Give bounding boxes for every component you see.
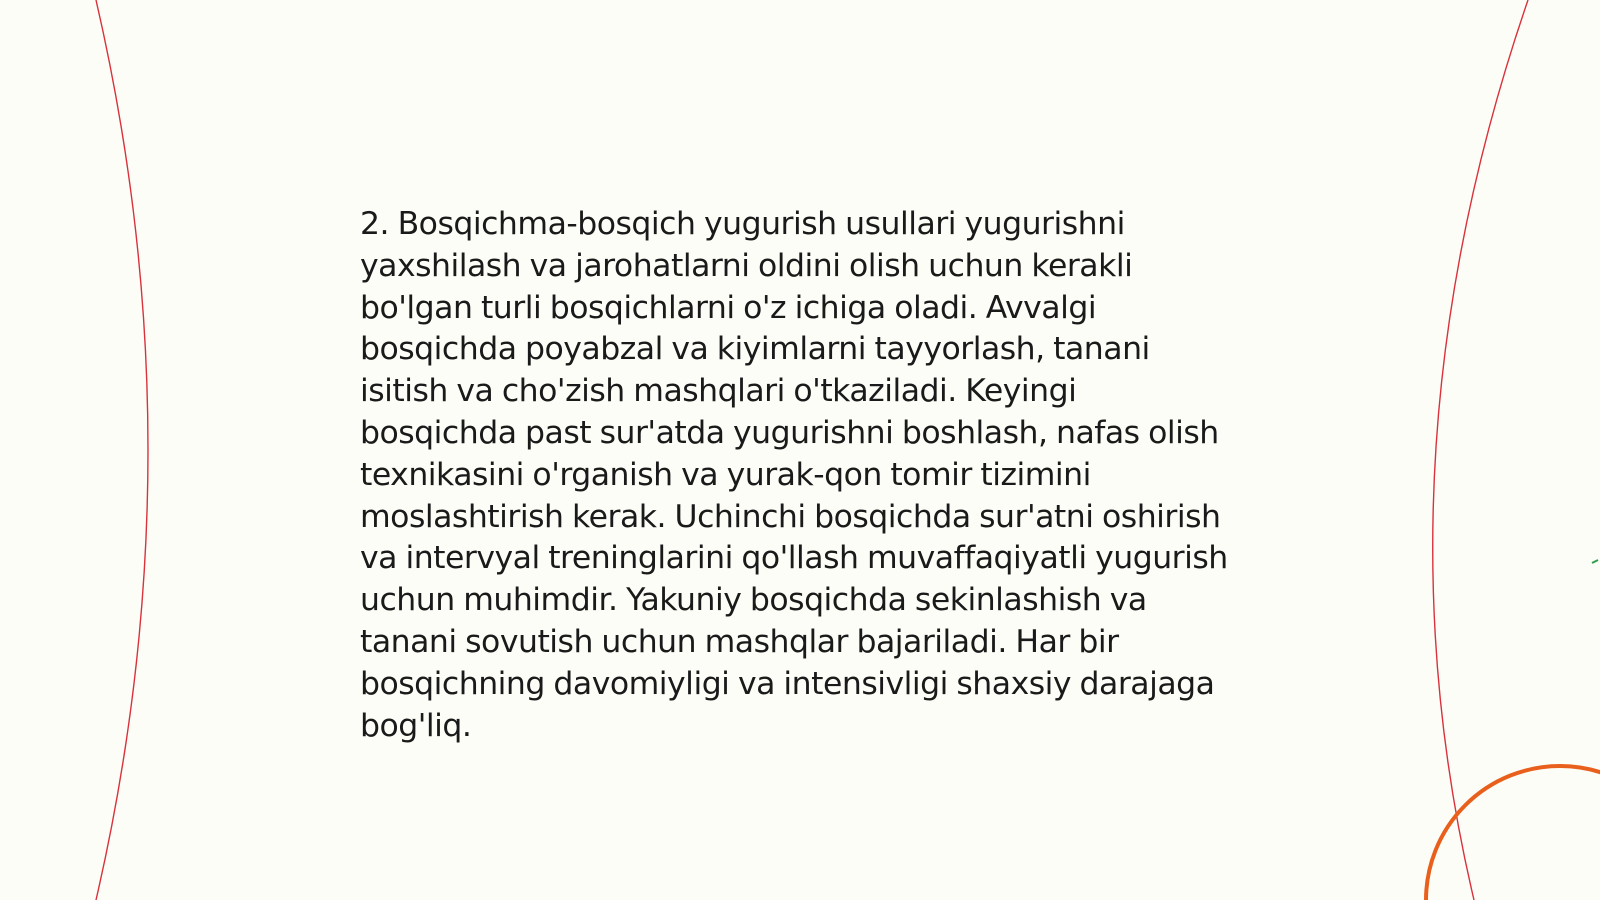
body-paragraph: 2. Bosqichma-bosqich yugurish usullari yugurishni yaxshilash va jarohatlarni oldini olish uchun kerakli bo'lgan turli bosqichlarni o'z ichiga oladi. Avvalgi bosqichda poyabzal va kiyimlarni tayyorlash, tanani isitish va cho'zish mashqlari o'tkaziladi. Keyingi bosqichda past sur'atda yugurishni boshlash, nafas olish texnikasini o'rganish va yurak-qon tomir tizimini moslashtirish kerak. Uchinchi bosqichda sur'atni oshirish va intervyal treninglarini qo'llash muvaffaqiyatli yugurish uchun muhimdir. Yakuniy bosqichda sekinlashish va tanani sovutish uchun mashqlar bajariladi. Har bir bosqichning davomiyligi va intensivligi shaxsiy darajaga bog'liq. <box>360 206 1228 744</box>
right-curve-line <box>1433 0 1528 900</box>
left-curve-line <box>96 0 148 900</box>
green-tick-accent <box>1592 560 1598 563</box>
